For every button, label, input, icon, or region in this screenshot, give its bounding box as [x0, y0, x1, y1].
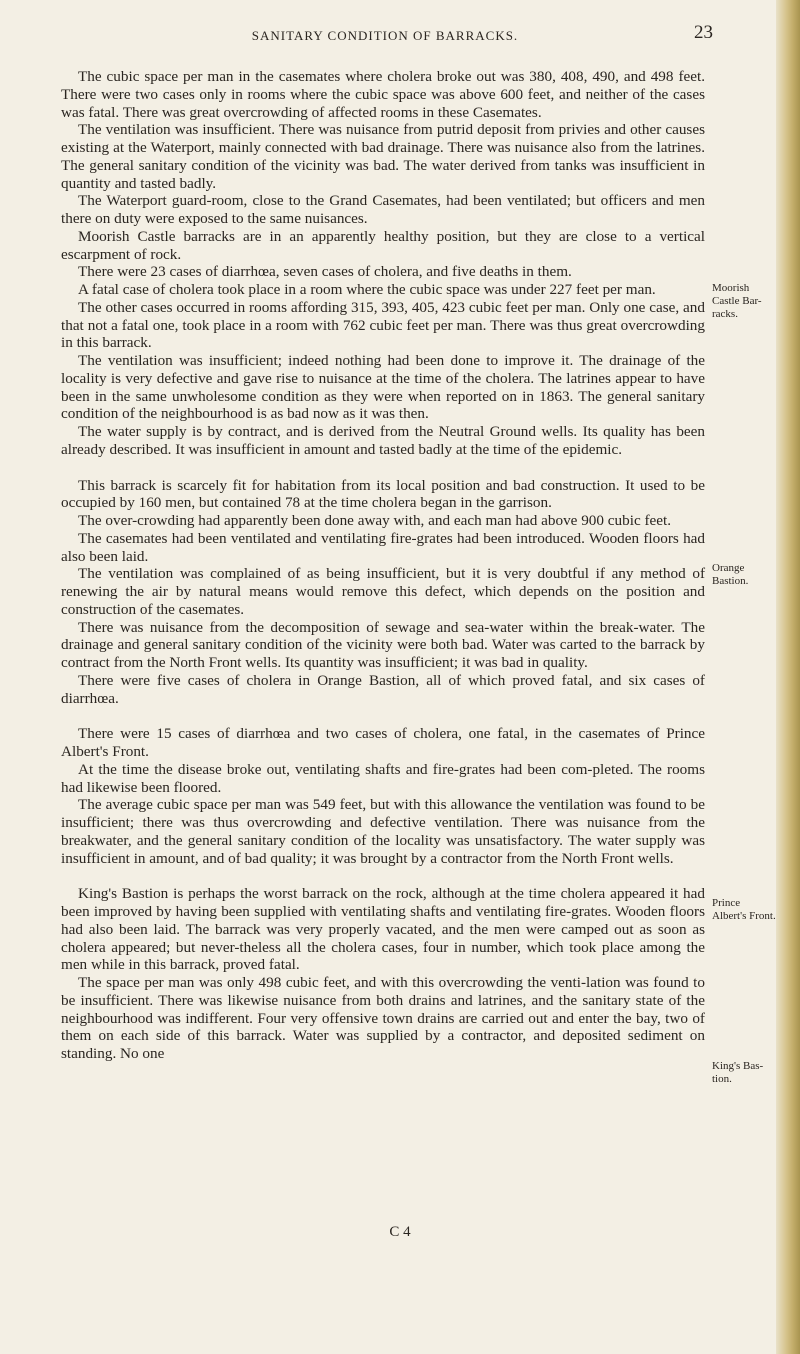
paragraph: This barrack is scarcely fit for habitation from its local position and bad construction. It used to be occupied by 160 men, but contained 78 at the time cholera began in the garrison. — [61, 476, 705, 512]
paragraph: The ventilation was insufficient; indeed nothing had been done to improve it. The drainage of the locality is very defective and gave rise to nuisance at the time of the cholera. The latrines appear to have been in the same unwholesome condition as they were when reported on in 1863. The general sanitary condition of the neighbourhood is as bad now as it was then. — [61, 352, 705, 423]
paragraph: At the time the disease broke out, ventilating shafts and fire-grates had been com-pleted. The rooms had likewise been floored. — [61, 760, 705, 796]
paragraph: The other cases occurred in rooms affording 315, 393, 405, 423 cubic feet per man. Only one case, and that not a fatal one, took place in a room with 762 cubic feet per man. There was thus great overcrowding in this barrack. — [61, 298, 705, 352]
paragraph: The space per man was only 498 cubic feet, and with this overcrowding the venti-lation was found to be insufficient. There was likewise nuisance from both drains and latrines, and the sanitary state of the neighbourhood was indifferent. Four very offensive town drains are carried out and enter the bay, two of them on each side of this barrack. Water was supplied by a contractor, and deposited sediment on standing. No one — [61, 974, 705, 1062]
paragraph: There were 15 cases of diarrhœa and two cases of cholera, one fatal, in the casemates of Prince Albert's Front. — [61, 725, 705, 760]
page-binding-edge — [776, 0, 800, 1354]
page-number: 23 — [694, 22, 713, 43]
signature-mark: C 4 — [389, 1224, 411, 1240]
paragraph: The average cubic space per man was 549 feet, but with this allowance the ventilation was found to be insufficient; there was thus overcrowding and defective ventilation. There was nuisance from the breakwater, and the general sanitary condition of the locality was unsatisfactory. The water supply was insufficient in amount, and of bad quality; it was brought by a contractor from the North Front wells. — [61, 796, 705, 867]
running-title: SANITARY CONDITION OF BARRACKS. — [251, 28, 519, 43]
paragraph: The ventilation was insufficient. There was nuisance from putrid deposit from privies and other causes existing at the Waterport, mainly connected with bad drainage. There was nuisance also from the latrines. The general sanitary condition of the vicinity was bad. The water derived from tanks was insufficient in quantity and tasted badly. — [61, 121, 705, 192]
paragraph: King's Bastion is perhaps the worst barrack on the rock, although at the time cholera appeared it had been improved by having been supplied with ventilating shafts and ventilating fire-grates. Wooden floors had also been laid. The barrack was very properly vacated, and the men were camped out as soon as cholera appeared; but never-theless all the cholera cases, four in number, which took place among the men while in this barrack, proved fatal. — [61, 885, 705, 974]
paragraph: The Waterport guard-room, close to the Grand Casemates, had been ventilated; but officers and men there on duty were exposed to the same nuisances. — [61, 192, 705, 227]
paragraph: A fatal case of cholera took place in a room where the cubic space was under 227 feet per man. — [78, 281, 656, 298]
paragraph: There was nuisance from the decomposition of sewage and sea-water within the break-water. The drainage and general sanitary condition of the vicinity were both bad. Water was carted to the barrack by contract from the North Front wells. Its quantity was insufficient; it was bad in quality. — [61, 618, 705, 671]
paragraph: The over-crowding had apparently been done away with, and each man had above 900 cubic feet. — [78, 512, 672, 529]
paragraph: The cubic space per man in the casemates where cholera broke out was 380, 408, 490, and 498 feet. There were two cases only in rooms where the cubic space was above 600 feet, and neither of the cases was fatal. There was great overcrowding of affected rooms in these Casemates. — [61, 68, 705, 121]
sidenote-orange-bastion: Orange Bastion. — [712, 562, 749, 587]
sidenote-kings-bastion: King's Bas-tion. — [712, 1060, 764, 1085]
paragraph: The ventilation was complained of as being insufficient, but it is very doubtful if any method of renewing the air by natural means would remove this defect, which depends on the position and construction of the casemates. — [61, 565, 705, 618]
paragraph: The casemates had been ventilated and ventilating fire-grates had been introduced. Wooden floors had also been laid. — [61, 529, 705, 565]
sidenote-moorish-castle: Moorish Castle Bar-racks. — [712, 282, 762, 320]
paragraph: There were 23 cases of diarrhœa, seven cases of cholera, and five deaths in them. — [78, 263, 572, 281]
paragraph: The water supply is by contract, and is derived from the Neutral Ground wells. Its quality has been already described. It was insufficient in amount and tasted badly at the time of the epidemic. — [61, 423, 705, 458]
paragraph: Moorish Castle barracks are in an apparently healthy position, but they are close to a vertical escarpment of rock. — [61, 227, 705, 263]
body-text — [61, 68, 705, 1063]
sidenote-prince-alberts-front: Prince Albert's Front. — [712, 897, 776, 922]
paragraph: There were five cases of cholera in Orange Bastion, all of which proved fatal, and six cases of diarrhœa. — [61, 671, 705, 707]
